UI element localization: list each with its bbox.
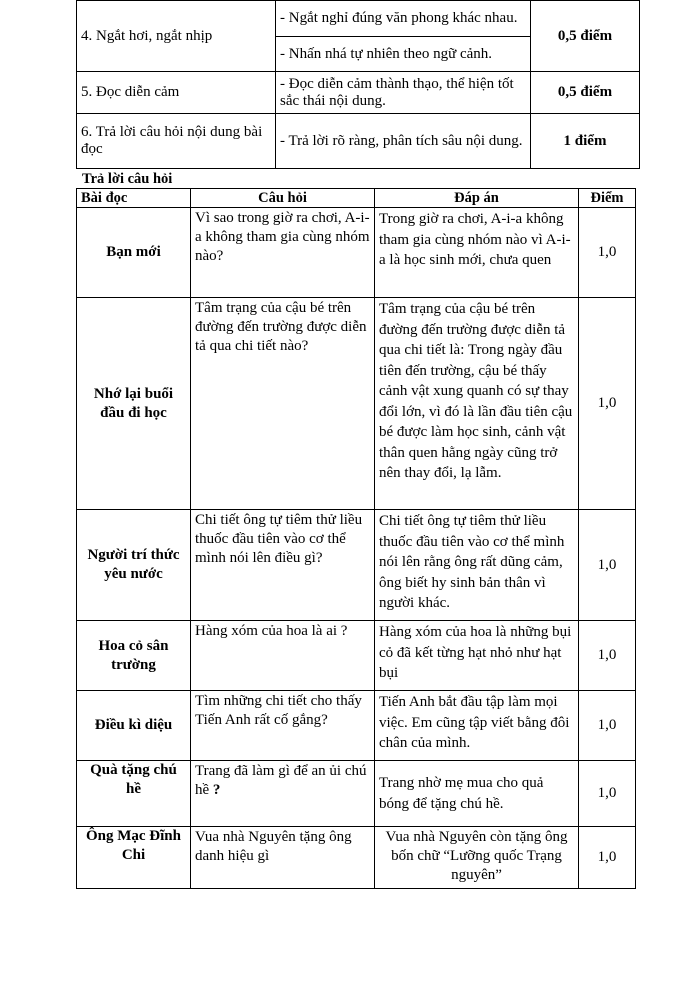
points-cell: 1,0 (579, 298, 636, 510)
table-row (77, 827, 636, 889)
score-cell: 1 điểm (531, 114, 640, 169)
score-cell: 0,5 điểm (531, 72, 640, 114)
reading-title: Quà tặng chú hề (77, 761, 191, 827)
question-cell: Hàng xóm của hoa là ai ? (191, 621, 375, 691)
question-text: Trang đã làm gì để an ủi chú hề (195, 763, 367, 798)
header-reading: Bài đọc (77, 189, 191, 208)
question-mark: ? (209, 782, 221, 798)
question-cell: Vì sao trong giờ ra chơi, A-i-a không tham gia cùng nhóm nào? (191, 208, 375, 298)
points-cell: 1,0 (579, 827, 636, 889)
criterion-cell: 5. Đọc diễn cảm (77, 72, 276, 114)
reading-title: Ông Mạc Đĩnh Chi (77, 827, 191, 889)
criterion-detail: - Ngắt nghỉ đúng văn phong khác nhau. (276, 1, 531, 37)
answer-cell: Chi tiết ông tự tiêm thử liều thuốc đầu tiên vào cơ thể mình nói lên rằng ông rất dũng cảm, ông biết hy sinh bản thân vì người khác. (375, 510, 579, 621)
table-row (77, 298, 636, 510)
question-cell (191, 761, 375, 827)
header-question: Câu hỏi (191, 189, 375, 208)
score-cell: 0,5 điểm (531, 1, 640, 72)
reading-title: Nhớ lại buổi đầu đi học (77, 298, 191, 510)
criterion-detail: - Nhấn nhá tự nhiên theo ngữ cảnh. (276, 37, 531, 72)
points-cell: 1,0 (579, 691, 636, 761)
question-cell: Chi tiết ông tự tiêm thử liều thuốc đầu tiên vào cơ thể mình nói lên điều gì? (191, 510, 375, 621)
table-row (77, 761, 636, 827)
answer-cell: Trang nhờ mẹ mua cho quả bóng để tặng chú hề. (375, 761, 579, 827)
header-answer: Đáp án (375, 189, 579, 208)
table-row (77, 621, 636, 691)
answer-cell: Vua nhà Nguyên còn tặng ông bốn chữ “Lưỡng quốc Trạng nguyên” (375, 827, 579, 889)
table-row (77, 208, 636, 298)
table-row (77, 691, 636, 761)
criterion-cell: 6. Trả lời câu hỏi nội dung bài đọc (77, 114, 276, 169)
points-cell: 1,0 (579, 761, 636, 827)
question-cell: Tìm những chi tiết cho thấy Tiến Anh rất cố gắng? (191, 691, 375, 761)
reading-title: Bạn mới (77, 208, 191, 298)
reading-title: Người trí thức yêu nước (77, 510, 191, 621)
scoring-criteria-table (76, 0, 640, 169)
points-cell: 1,0 (579, 621, 636, 691)
reading-title: Điều kì diệu (77, 691, 191, 761)
header-points: Điểm (579, 189, 636, 208)
table-row (77, 510, 636, 621)
section-title: Trả lời câu hỏi (82, 171, 173, 187)
question-cell: Tâm trạng của cậu bé trên đường đến trường được diễn tả qua chi tiết nào? (191, 298, 375, 510)
answer-cell: Tiến Anh bắt đầu tập làm mọi việc. Em cũng tập viết bằng đôi chân của mình. (375, 691, 579, 761)
criterion-detail: - Đọc diễn cảm thành thạo, thể hiện tốt sắc thái nội dung. (276, 72, 531, 114)
answer-cell: Tâm trạng của cậu bé trên đường đến trường được diễn tả qua chi tiết là: Trong ngày đầu tiên đến trường, cậu bé thấy cảnh vật xung quanh có sự thay đổi lớn, vì đó là lần đầu tiên cậu bé được làm học sinh, cảnh vật thân quen hằng ngày cũng trở nên thay đổi, lạ lẫm. (375, 298, 579, 510)
answers-table (76, 188, 636, 889)
answer-cell: Hàng xóm của hoa là những bụi cỏ đã kết từng hạt nhỏ như hạt bụi (375, 621, 579, 691)
criterion-detail: - Trả lời rõ ràng, phân tích sâu nội dung. (276, 114, 531, 169)
reading-title: Hoa cỏ sân trường (77, 621, 191, 691)
points-cell: 1,0 (579, 208, 636, 298)
points-cell: 1,0 (579, 510, 636, 621)
answer-cell: Trong giờ ra chơi, A-i-a không tham gia cùng nhóm nào vì A-i-a là học sinh mới, chưa quen (375, 208, 579, 298)
criterion-cell: 4. Ngắt hơi, ngắt nhịp (77, 1, 276, 72)
question-cell: Vua nhà Nguyên tặng ông danh hiệu gì (191, 827, 375, 889)
